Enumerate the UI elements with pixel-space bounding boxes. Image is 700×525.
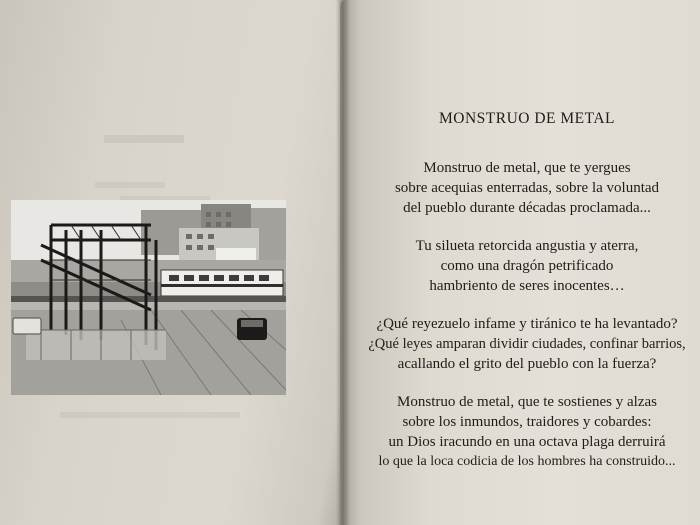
poem-title: MONSTRUO DE METAL [438, 110, 616, 127]
poem-line: un Dios iracundo en una octava plaga derruirá [388, 434, 666, 450]
railway-footbridge-photo [11, 200, 286, 395]
poem-line: Monstruo de metal, que te sostienes y alzas [397, 394, 657, 410]
poem-line: sobre los inmundos, traidores y cobardes: [402, 414, 652, 430]
show-through-text [60, 412, 240, 418]
stanza-1 [352, 158, 700, 218]
stanza-4 [352, 392, 700, 472]
poem-line: ¿Qué leyes amparan dividir ciudades, confinar barrios, [368, 336, 686, 352]
book-spine [336, 0, 350, 525]
poem-line: del pueblo durante décadas proclamada... [403, 200, 651, 216]
stanza-2 [352, 236, 700, 296]
show-through-text [104, 135, 184, 143]
show-through-text [95, 182, 165, 188]
poem-line: lo que la loca codicia de los hombres ha construido... [378, 454, 676, 469]
poem-line: ¿Qué reyezuelo infame y tiránico te ha levantado? [376, 316, 678, 332]
poem-line: como una dragón petrificado [440, 258, 614, 274]
poem-line: Tu silueta retorcida angustia y aterra, [415, 238, 639, 254]
poem-line: Monstruo de metal, que te yergues [423, 160, 631, 176]
poem [352, 100, 700, 490]
stanza-3 [352, 314, 700, 374]
poem-line: hambriento de seres inocentes… [429, 278, 625, 294]
poem-line: sobre acequias enterradas, sobre la voluntad [394, 180, 660, 196]
poem-line: acallando el grito del pueblo con la fuerza? [397, 356, 657, 372]
